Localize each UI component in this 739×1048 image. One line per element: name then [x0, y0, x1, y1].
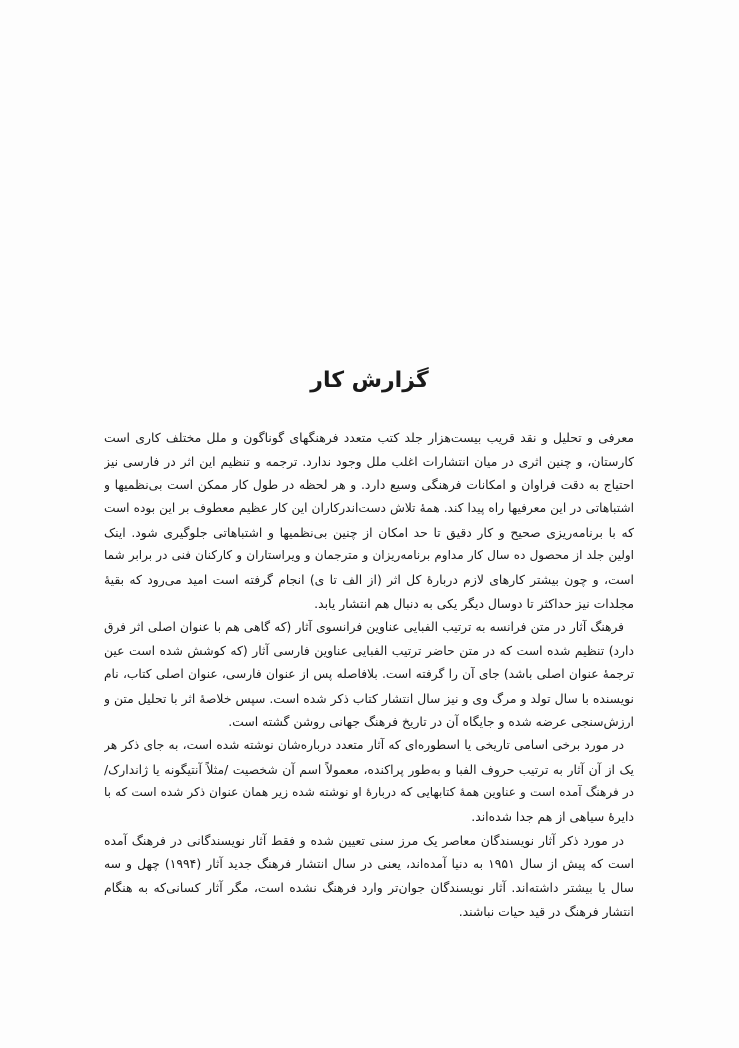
- text-line: فرهنگ آثار در متن فرانسه به ترتیب الفبایی عناوین فرانسوی آثار (که گاهی هم با عنوان اصلی اثر فرق: [104, 619, 624, 634]
- text-line: دارد) تنظیم شده است که در متن حاضر ترتیب الفبایی عناوین فارسی آثار (که کوشش شده است عین: [104, 643, 634, 659]
- text-line: کارستان، و چنین اثری در میان انتشارات اغلب ملل وجود ندارد. ترجمه و تنظیم این اثر در فارسی نیز: [104, 453, 634, 469]
- text-line: سال یا بیشتر داشته‌اند. آثار نویسندگان جوان‌تر وارد فرهنگ نشده است، مگر آثار کسانی‌که به هنگام: [104, 880, 634, 896]
- text-line: دایرهٔ سیاهی از هم جدا شده‌اند.: [471, 809, 634, 824]
- text-line: نویسنده با سال تولد و مرگ وی و نیز سال انتشار کتاب ذکر شده است. سپس خلاصهٔ اثر با تحلیل متن و: [104, 690, 634, 706]
- text-line: در مورد برخی اسامی تاریخی یا اسطوره‌ای که آثار متعدد درباره‌شان نوشته شده است، به جای ذکر هر: [104, 737, 624, 752]
- body-text: [104, 426, 634, 923]
- text-line: مجلدات نیز حداکثر تا دوسال دیگر یکی به دنبال هم انتشار یابد.: [314, 595, 634, 611]
- text-line: احتیاج به دقت فراوان و امکانات فرهنگی وسیع دارد. و هر لحظه در طول کار ممکن است بی‌نظمیها و: [104, 477, 634, 493]
- text-line: که با برنامه‌ریزی صحیح و کار دقیق تا حد امکان از چنین بی‌نظمیها و اشتباهاتی جلوگیری شود. اینک: [104, 524, 634, 540]
- text-line: در فرهنگ آمده است و عناوین همهٔ کتابهایی که دربارهٔ او نوشته شده زیر همان عنوان ذکر شده است که با: [104, 785, 634, 800]
- text-line: است که پیش از سال ۱۹۵۱ به دنیا آمده‌اند، یعنی در سال انتشار فرهنگ جدید آثار (۱۹۹۴) چهل و سه: [104, 856, 634, 872]
- text-line: ارزش‌سنجی عرضه شده و جایگاه آن در تاریخ فرهنگ جهانی روشن گشته است.: [228, 714, 634, 730]
- text-line: است، و چون بیشتر کارهای لازم دربارهٔ کل اثر (از الف تا ی) انجام گرفته است امید می‌رود که بقیهٔ: [104, 572, 634, 588]
- text-line: اولین جلد از محصول ده سال کار مداوم برنامه‌ریزان و مترجمان و ویراستاران و کارکنان فنی در برابر شما: [104, 548, 634, 563]
- text-line: اشتباهاتی در این معرفیها راه پیدا کند. همهٔ تلاش دست‌اندرکاران این کار عظیم معطوف بر این بوده است: [104, 501, 634, 516]
- text-line: در مورد ذکر آثار نویسندگان معاصر یک مرز سنی تعیین شده و فقط آثار نویسندگانی در فرهنگ آمده: [104, 832, 624, 848]
- text-line: ترجمهٔ عنوان اصلی باشد) جای آن را گرفته است. بلافاصله پس از عنوان فارسی، عنوان اصلی کتاب، نام: [104, 666, 634, 681]
- text-line: معرفی و تحلیل و نقد قریب بیست‌هزار جلد کتب متعدد فرهنگهای گوناگون و ملل مختلف کاری است: [104, 430, 634, 445]
- text-line: انتشار فرهنگ در قید حیات نباشند.: [458, 903, 634, 919]
- page-title: گزارش کار: [310, 368, 429, 393]
- text-line: یک از آن آثار به ترتیب حروف الفبا و به‌طور پراکنده، معمولاً اسم آن شخصیت /مثلاً آنتیگونه یا ژاندارک/: [104, 761, 634, 777]
